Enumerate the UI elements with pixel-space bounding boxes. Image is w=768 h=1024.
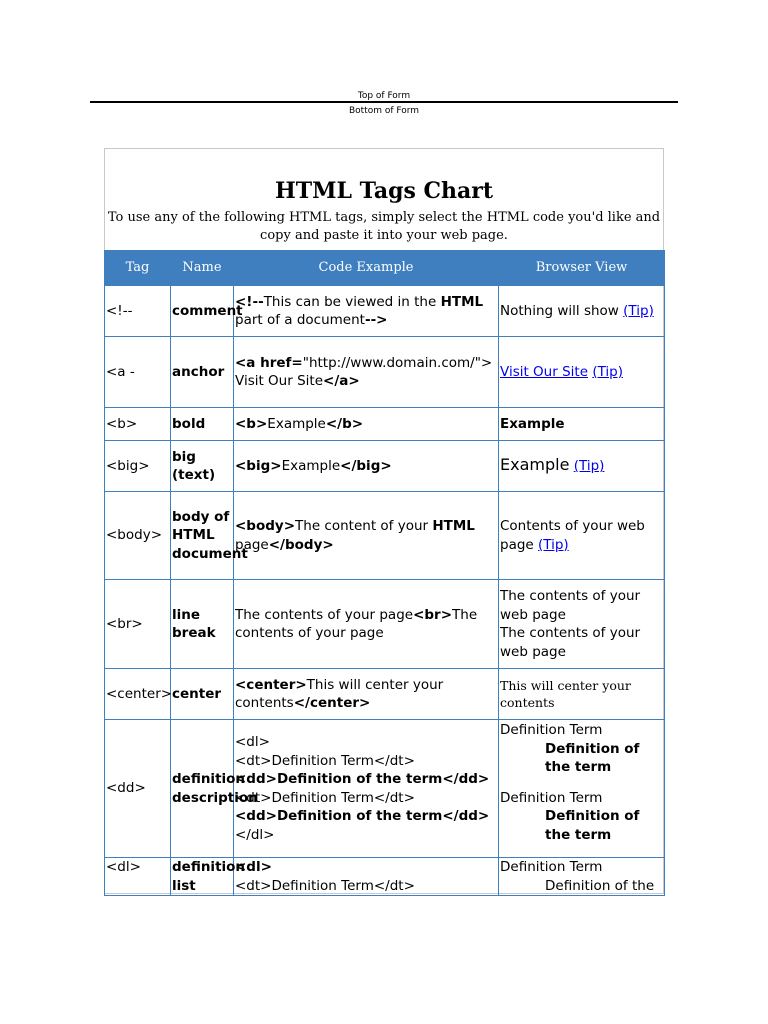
code-tag: <!-- xyxy=(235,293,264,310)
code-cell xyxy=(234,580,499,669)
view-text: Contents of your web page xyxy=(500,518,645,553)
tag-cell: <!-- xyxy=(105,286,171,337)
code-tag: </center> xyxy=(293,695,371,711)
view-cell xyxy=(499,669,665,720)
code-tag: HTML xyxy=(432,518,475,534)
view-line: The contents of your web page xyxy=(500,588,641,623)
view-cell xyxy=(499,580,665,669)
form-divider xyxy=(90,101,678,103)
table-row xyxy=(105,286,665,337)
code-tag: --> xyxy=(364,312,388,328)
tag-cell: <body> xyxy=(105,492,171,580)
code-cell xyxy=(234,858,499,896)
definition-description: Definition of the term xyxy=(545,740,640,775)
table-row xyxy=(105,720,665,858)
code-tag: <body> xyxy=(235,518,296,534)
name-cell: bold xyxy=(171,408,234,441)
chart-intro: To use any of the following HTML tags, simply select the HTML code you'd like and copy and paste it into your web page. xyxy=(107,210,661,243)
code-text: "http://www.domain.com/"> Visit Our Site xyxy=(235,354,493,389)
code-line: <dt>Definition Term</dt> xyxy=(235,752,415,769)
code-tag: </a> xyxy=(323,373,360,389)
table-row xyxy=(105,858,665,896)
definition-description: Definition of the xyxy=(545,877,655,894)
chart-header xyxy=(105,149,663,250)
tag-cell: <a - xyxy=(105,337,171,408)
name-cell: body of HTML document xyxy=(171,492,234,580)
html-tags-chart xyxy=(104,148,664,894)
code-text: Example xyxy=(267,415,326,432)
definition-term: Definition Term xyxy=(500,722,603,738)
name-cell: center xyxy=(171,669,234,720)
view-line: The contents of your web page xyxy=(500,625,641,660)
table-row xyxy=(105,492,665,580)
table-row xyxy=(105,408,665,441)
name-cell: comment xyxy=(171,286,234,337)
name-cell: definition description xyxy=(171,720,234,858)
code-cell xyxy=(234,492,499,580)
column-header-view: Browser View xyxy=(499,251,665,286)
code-cell xyxy=(234,669,499,720)
code-tag: <br> xyxy=(413,606,453,623)
code-text: The contents of your page xyxy=(235,606,478,641)
view-text: Nothing will show xyxy=(500,302,624,319)
form-bottom-label: Bottom of Form xyxy=(348,106,420,116)
table-header-row xyxy=(105,251,665,286)
code-text: page xyxy=(235,536,269,553)
name-cell: definition list xyxy=(172,859,246,894)
code-line: <dd>Definition of the term</dd> xyxy=(235,808,490,824)
code-text: The contents of your page xyxy=(235,606,414,623)
code-tag: HTML xyxy=(440,293,484,310)
tag-cell: <center> xyxy=(105,669,171,720)
code-line: <dt>Definition Term</dt> xyxy=(235,877,415,894)
code-line: <dt>Definition Term</dt> xyxy=(235,789,415,806)
view-cell xyxy=(499,337,665,408)
form-top-label: Top of Form xyxy=(357,91,411,101)
column-header-code: Code Example xyxy=(234,251,499,286)
code-text: part of a document xyxy=(235,312,365,328)
code-cell xyxy=(234,441,499,492)
tip-link[interactable]: (Tip) xyxy=(623,302,654,319)
code-text: This can be viewed in the xyxy=(263,293,441,310)
view-cell xyxy=(499,492,665,580)
view-cell xyxy=(499,720,665,858)
code-tag: <center> xyxy=(235,676,307,693)
page-title: HTML Tags Chart xyxy=(274,178,494,204)
definition-term: Definition Term xyxy=(500,789,603,806)
table-row xyxy=(105,580,665,669)
code-tag: <big> xyxy=(235,457,282,474)
name-cell: big (text) xyxy=(171,441,234,492)
view-text: Example xyxy=(500,415,565,432)
code-tag: </big> xyxy=(340,457,392,474)
code-tag: </body> xyxy=(268,536,334,553)
name-cell: anchor xyxy=(171,337,234,408)
code-line: <dl> xyxy=(235,859,272,875)
tag-cell: <br> xyxy=(105,580,171,669)
code-cell xyxy=(234,337,499,408)
code-line: <dd>Definition of the term</dd> xyxy=(235,771,490,787)
table-row xyxy=(105,337,665,408)
column-header-name: Name xyxy=(171,251,234,286)
tip-link[interactable]: (Tip) xyxy=(573,458,605,475)
view-cell xyxy=(499,441,665,492)
definition-description: Definition of the term xyxy=(545,808,640,843)
tag-cell: <big> xyxy=(105,441,171,492)
code-text: Example xyxy=(281,457,341,474)
definition-term: Definition Term xyxy=(500,859,603,875)
visit-site-link[interactable]: Visit Our Site xyxy=(500,363,589,380)
view-text: Example xyxy=(500,455,570,475)
code-line: </dl> xyxy=(235,826,275,843)
table-row xyxy=(105,669,665,720)
code-line: <dl> xyxy=(235,734,270,750)
name-cell: line break xyxy=(171,580,234,669)
code-text: This will center your contents xyxy=(235,676,444,711)
tip-link[interactable]: (Tip) xyxy=(538,536,569,553)
table-row xyxy=(105,441,665,492)
tag-cell: <b> xyxy=(105,408,171,441)
code-cell xyxy=(234,408,499,441)
view-cell xyxy=(499,286,665,337)
view-text: This will center your contents xyxy=(500,678,631,710)
view-cell xyxy=(499,858,665,896)
code-tag: <a href= xyxy=(235,354,303,371)
code-cell xyxy=(234,720,499,858)
tag-cell: <dd> xyxy=(105,720,171,858)
column-header-tag: Tag xyxy=(105,251,171,286)
code-cell xyxy=(234,286,499,337)
tag-cell: <dl> xyxy=(105,858,171,896)
tags-table xyxy=(104,250,665,896)
code-tag: <b> xyxy=(235,415,268,432)
tip-link[interactable]: (Tip) xyxy=(592,363,623,380)
code-text: The content of your xyxy=(295,518,433,534)
view-cell xyxy=(499,408,665,441)
code-tag: </b> xyxy=(325,415,364,432)
